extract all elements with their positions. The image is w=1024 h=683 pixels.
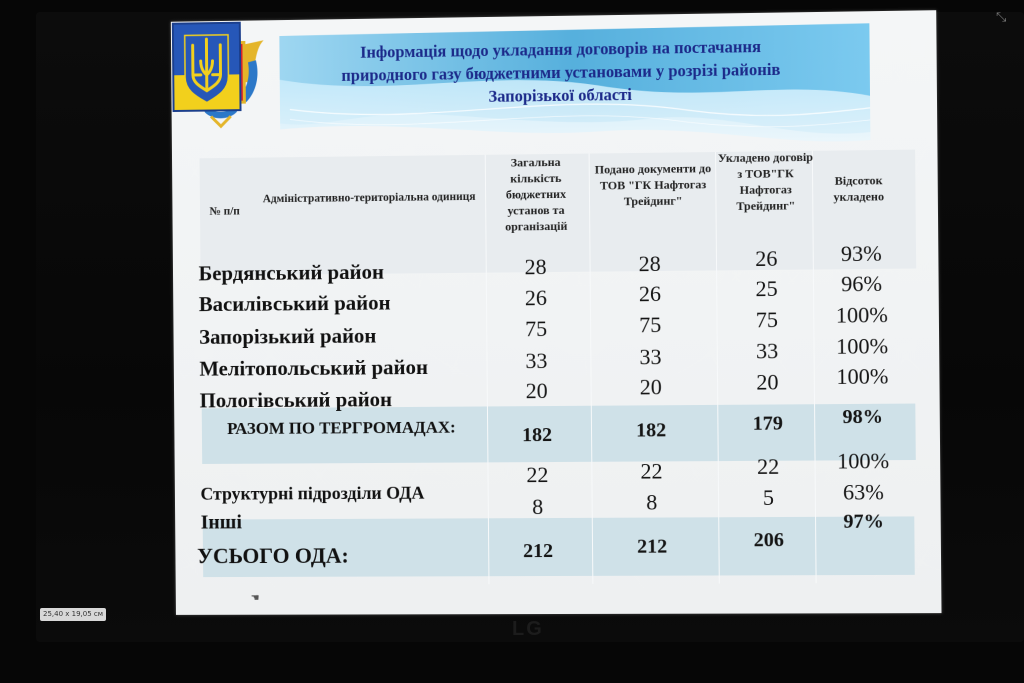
cell-total: 8: [532, 494, 544, 520]
cell-signed: 20: [756, 369, 779, 395]
cell-total: 75: [525, 316, 548, 342]
cell-percent: 100%: [835, 302, 888, 328]
subtotal-signed: 179: [752, 412, 784, 435]
header-unit: Адміністративно-територіальна одиниця: [262, 190, 476, 206]
row-label-zaporizhzhia: Запорізький район: [199, 323, 377, 349]
cell-signed: 25: [755, 275, 778, 302]
cell-total: 28: [524, 254, 547, 280]
cell-signed: 75: [755, 307, 779, 333]
hand-cursor-icon: ☚: [250, 592, 260, 604]
row-label-vasylivka: Василівський район: [198, 290, 391, 317]
cell-total: 22: [526, 462, 549, 488]
slide-title: [281, 34, 841, 111]
cell-percent: 100%: [835, 333, 889, 359]
cell-signed: 5: [762, 484, 775, 511]
header-submitted: Подано документи до ТОВ "ГК Нафтогаз Трейдинг": [594, 161, 712, 209]
title-banner: [171, 10, 938, 160]
resize-corner-icon: ⤡: [996, 10, 1007, 25]
grand-total-percent: 97%: [843, 510, 884, 533]
header-signed: Укладено договір з ТОВ"ГК Нафтогаз Трейдинг": [717, 149, 814, 214]
cell-percent: 100%: [836, 363, 889, 389]
header-number: № п/п: [209, 205, 240, 218]
subtotal-label: РАЗОМ ПО ТЕРГРОМАДАХ:: [226, 417, 456, 439]
subtotal-submitted: 182: [635, 419, 667, 442]
cell-signed: 26: [755, 245, 778, 272]
cell-percent: 100%: [836, 448, 890, 474]
cell-percent: 63%: [842, 479, 884, 505]
grand-total-total: 212: [523, 540, 554, 563]
header-percent: Відсоток укладено: [833, 173, 885, 204]
row-label-polohy: Пологівський район: [199, 387, 393, 413]
cell-percent: 96%: [841, 270, 883, 297]
presentation-slide: [171, 10, 942, 615]
cell-submitted: 8: [646, 489, 658, 515]
cell-total: 26: [524, 285, 547, 311]
size-readout: 25,40 x 19,05 см: [40, 608, 106, 621]
grand-total-signed: 206: [753, 529, 785, 552]
subtotal-total: 182: [521, 424, 553, 447]
cell-submitted: 75: [639, 312, 662, 338]
monitor-brand-logo: LG: [512, 618, 544, 640]
subtotal-percent: 98%: [842, 405, 884, 429]
cell-signed: 33: [755, 338, 779, 364]
cell-submitted: 33: [639, 344, 662, 370]
header-total-institutions: Загальна кількість бюджетних установ та організацій: [505, 154, 568, 234]
cell-total: 20: [525, 378, 548, 404]
grand-total-label: УСЬОГО ОДА:: [196, 542, 349, 569]
row-label-melitopol: Мелітопольський район: [199, 354, 429, 381]
row-label-structural-units: Структурні підрозділи ОДА: [200, 482, 425, 504]
cell-submitted: 20: [639, 374, 662, 400]
row-label-others: Інші: [200, 511, 242, 534]
grand-total-submitted: 212: [637, 535, 668, 558]
slide-title-line: Запорізької області: [488, 84, 632, 106]
slide-title-line: природного газу бюджетними установами у розрізі районів: [341, 59, 781, 85]
cell-signed: 22: [756, 453, 780, 479]
slide-title-line: Інформація щодо укладання договорів на постачання: [359, 36, 762, 62]
cell-total: 33: [525, 348, 548, 374]
ukraine-trident-icon: [171, 21, 243, 113]
cell-percent: 93%: [840, 240, 882, 267]
cell-submitted: 28: [638, 250, 661, 277]
row-label-berdiansk: Бердянський район: [198, 259, 385, 286]
cell-submitted: 22: [640, 458, 663, 484]
cell-submitted: 26: [638, 280, 662, 307]
